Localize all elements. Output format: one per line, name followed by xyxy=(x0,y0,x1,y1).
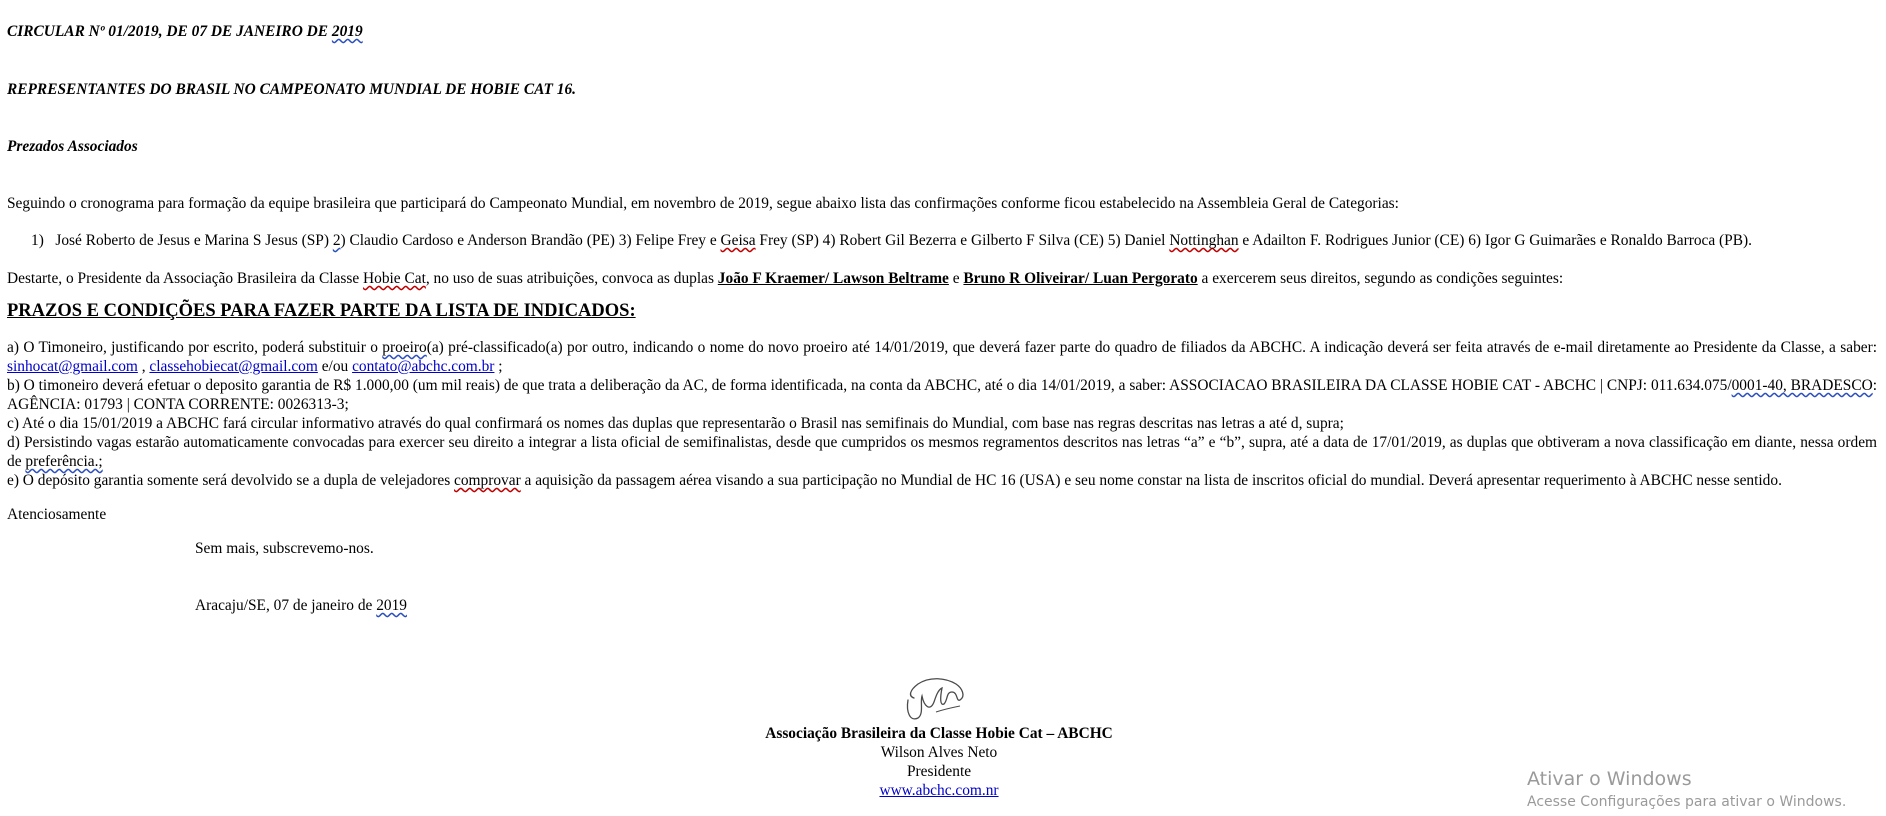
email-link-contato[interactable]: contato@abchc.com.br xyxy=(352,358,495,375)
section-heading: PRAZOS E CONDIÇÕES PARA FAZER PARTE DA LISTA DE INDICADOS: xyxy=(7,301,636,321)
condition-text: comprovar xyxy=(454,472,521,489)
place-date-year: 2019 xyxy=(376,597,407,614)
condition-text: d) Persistindo vagas estarão automaticamente convocadas para exercer seu direito a integrar a lista oficial de semifinalistas, desde que cumpridos os mesmos regramentos descritos nas letras “a” e “b”, supra, até a data de 17/01/2019, as duplas que obtiveram a nova classificação em diante, nessa ordem de xyxy=(7,434,1877,470)
place-date-text: Aracaju/SE, 07 de janeiro de xyxy=(195,597,377,614)
convocation-text: Hobie Cat xyxy=(363,270,426,287)
closing: Atenciosamente xyxy=(7,506,107,523)
place-date xyxy=(195,596,407,615)
watermark-subtitle: Acesse Configurações para ativar o Windows. xyxy=(1527,794,1847,810)
email-link-classehobiecat[interactable]: classehobiecat@gmail.com xyxy=(149,358,318,375)
email-link-sinhocat[interactable]: sinhocat@gmail.com xyxy=(7,358,138,375)
condition-text: e/ou xyxy=(317,358,353,375)
condition-text: : AGÊNCIA: 01793 | CONTA CORRENTE: 0026313-3; xyxy=(7,377,1877,413)
windows-activation-watermark xyxy=(1527,768,1846,810)
watermark-title: Ativar o Windows xyxy=(1527,768,1692,790)
circular-subject: REPRESENTANTES DO BRASIL NO CAMPEONATO MUNDIAL DE HOBIE CAT 16. xyxy=(7,81,577,98)
condition-text: 0001-40, BRADESCO xyxy=(1731,377,1873,394)
condition-e xyxy=(7,471,1877,490)
convocation-text: , no uso de suas atribuições, convoca as duplas xyxy=(425,270,718,287)
convoked-duo-2: Bruno R Oliveirar/ Luan Pergorato xyxy=(963,270,1198,287)
list-name: Geisa xyxy=(720,232,756,249)
condition-c: c) Até o dia 15/01/2019 a ABCHC fará circular informativo através do qual confirmará os nomes das duplas que representarão o Brasil nas semifinais do Mundial, com base nas regras descritas nas letras a até d, supra; xyxy=(7,415,1344,432)
website-link[interactable]: www.abchc.com.nr xyxy=(879,782,999,799)
convocation-paragraph xyxy=(7,269,1563,288)
condition-d xyxy=(7,433,1877,471)
condition-text: proeiro xyxy=(382,339,427,356)
list-text: e Adailton F. Rodrigues Junior (CE) 6) Igor G Guimarães e Ronaldo Barroca (PB). xyxy=(1238,232,1752,249)
list-text: ) Claudio Cardoso e Anderson Brandão (PE) 3) Felipe Frey e xyxy=(340,232,721,249)
sign-off: Sem mais, subscrevemo-nos. xyxy=(195,540,374,557)
conditions-list xyxy=(7,338,1877,490)
circular-title-prefix: CIRCULAR Nº 01/2019, DE 07 DE JANEIRO DE xyxy=(7,23,332,40)
convocation-text: a exercerem seus direitos, segundo as condições seguintes: xyxy=(1197,270,1564,287)
list-marker: 1) xyxy=(31,232,44,249)
list-text: 2 xyxy=(332,232,341,249)
convocation-text: e xyxy=(948,270,964,287)
condition-text: e) O depósito garantia somente será devolvido se a dupla de velejadores xyxy=(7,472,455,489)
condition-a xyxy=(7,338,1877,376)
condition-text: a aquisição da passagem aérea visando a sua participação no Mundial de HC 16 (USA) e seu nome constar na lista de inscritos oficial do mundial. Deverá apresentar requerimento à ABCHC nesse sentido. xyxy=(520,472,1782,489)
signature-organization: Associação Brasileira da Classe Hobie Cat – ABCHC xyxy=(765,725,1113,742)
signature-name: Wilson Alves Neto xyxy=(880,744,998,761)
condition-text: preferência.; xyxy=(25,453,103,470)
circular-title xyxy=(7,22,363,41)
intro-paragraph: Seguindo o cronograma para formação da equipe brasileira que participará do Campeonato Mundial, em novembro de 2019, segue abaixo lista das confirmações conforme ficou estabelecido na Assembleia Geral de Categorias: xyxy=(7,195,1399,212)
salutation: Prezados Associados xyxy=(7,138,138,155)
condition-text: (a) pré-classificado(a) por outro, indicando o nome do novo proeiro até 14/01/2019, que deverá fazer parte do quadro de filiados da ABCHC. A indicação deverá ser feita através de e-mail diretamente ao Presidente da Classe, a saber: xyxy=(426,339,1877,356)
signature-block xyxy=(700,724,1178,800)
condition-text: a) O Timoneiro, justificando por escrito, poderá substituir o xyxy=(7,339,383,356)
condition-text: , xyxy=(137,358,150,375)
condition-text: b) O timoneiro deverá efetuar o deposito garantia de R$ 1.000,00 (um mil reais) de que trata a deliberação da AC, de forma identificada, na conta da ABCHC, até o dia 14/01/2019, a saber: ASSOCIACAO BRASILEIRA DA CLASSE HOBIE CAT - ABCHC | CNPJ: 011.634.075/ xyxy=(7,377,1732,394)
condition-b xyxy=(7,376,1877,414)
signature-image xyxy=(900,672,980,728)
convocation-text: Destarte, o Presidente da Associação Brasileira da Classe xyxy=(7,270,364,287)
list-name: Nottinghan xyxy=(1169,232,1239,249)
list-text: José Roberto de Jesus e Marina S Jesus (SP) xyxy=(55,232,333,249)
convoked-duo-1: João F Kraemer/ Lawson Beltrame xyxy=(717,270,949,287)
circular-title-year: 2019 xyxy=(331,23,363,40)
list-text: Frey (SP) 4) Robert Gil Bezerra e Gilberto F Silva (CE) 5) Daniel xyxy=(755,232,1170,249)
pairs-list xyxy=(31,231,1752,250)
signature-role: Presidente xyxy=(906,763,972,780)
condition-text: ; xyxy=(494,358,503,375)
